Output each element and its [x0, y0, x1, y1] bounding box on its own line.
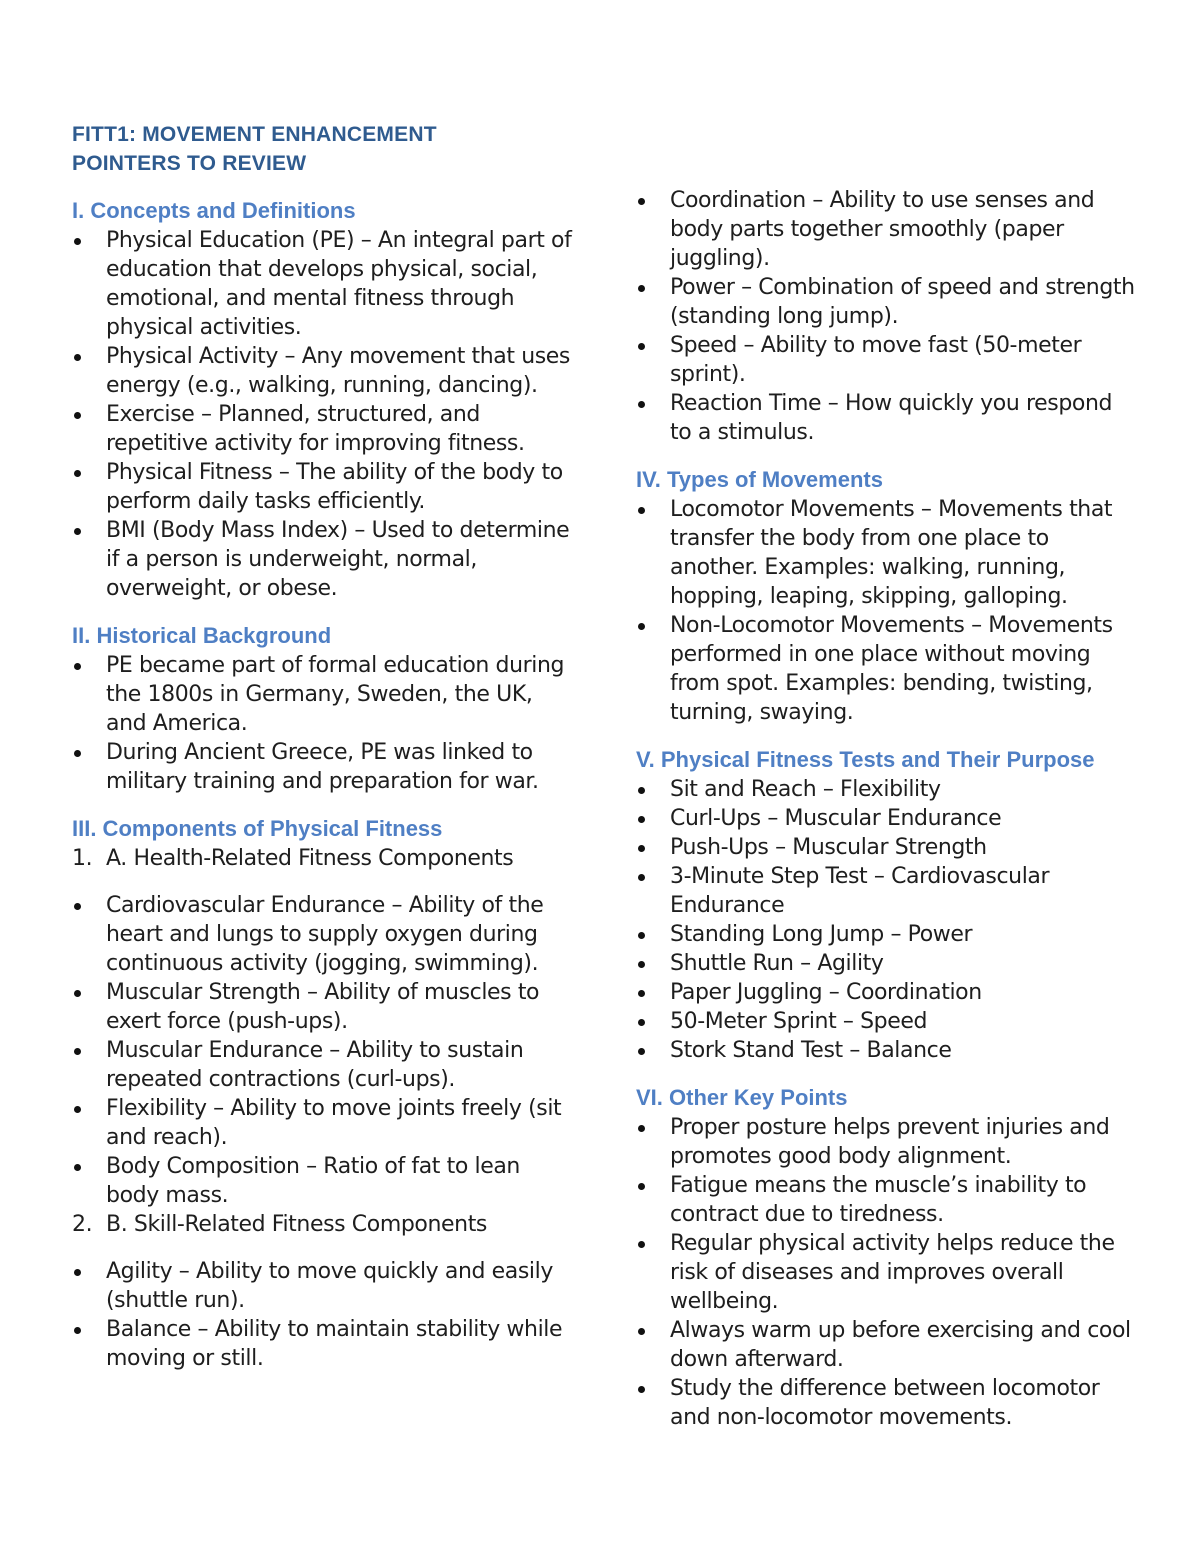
bullet-list	[636, 186, 1136, 447]
section-concepts	[72, 196, 572, 603]
bullet-list	[636, 495, 1136, 727]
list-item: Balance – Ability to maintain stability while moving or still.	[72, 1315, 572, 1373]
list-item: Stork Stand Test – Balance	[636, 1036, 1136, 1065]
list-item: 3-Minute Step Test – Cardiovascular Endurance	[636, 862, 1136, 920]
list-item: Physical Education (PE) – An integral part of education that develops physical, social, emotional, and mental fitness through physical activities.	[72, 226, 572, 342]
list-item: Always warm up before exercising and cool down afterward.	[636, 1316, 1136, 1374]
section-heading: VI. Other Key Points	[636, 1085, 848, 1110]
list-item: Sit and Reach – Flexibility	[636, 775, 1136, 804]
bullet-list	[72, 891, 572, 1210]
section-heading: II. Historical Background	[72, 623, 332, 648]
bullet-list	[636, 775, 1136, 1065]
section-heading: I. Concepts and Definitions	[72, 198, 356, 223]
bullet-list	[72, 226, 572, 603]
list-item: Exercise – Planned, structured, and repetitive activity for improving fitness.	[72, 400, 572, 458]
list-item: Proper posture helps prevent injuries and promotes good body alignment.	[636, 1113, 1136, 1171]
list-item: Speed – Ability to move fast (50-meter sprint).	[636, 331, 1136, 389]
list-item: Flexibility – Ability to move joints freely (sit and reach).	[72, 1094, 572, 1152]
right-column	[636, 186, 1136, 1450]
list-item: During Ancient Greece, PE was linked to military training and preparation for war.	[72, 738, 572, 796]
bullet-list	[636, 1113, 1136, 1432]
list-item: Muscular Strength – Ability of muscles to exert force (push-ups).	[72, 978, 572, 1036]
list-item: Paper Juggling – Coordination	[636, 978, 1136, 1007]
list-number: 2.	[72, 1212, 93, 1237]
list-item: Standing Long Jump – Power	[636, 920, 1136, 949]
list-item: 50-Meter Sprint – Speed	[636, 1007, 1136, 1036]
title-line-1: FITT1: MOVEMENT ENHANCEMENT	[72, 123, 437, 146]
list-item: Fatigue means the muscle’s inability to contract due to tiredness.	[636, 1171, 1136, 1229]
left-column	[72, 196, 572, 1391]
list-item: Physical Fitness – The ability of the body to perform daily tasks efficiently.	[72, 458, 572, 516]
list-item: Physical Activity – Any movement that uses energy (e.g., walking, running, dancing).	[72, 342, 572, 400]
numbered-subheading	[72, 844, 572, 873]
list-item: Coordination – Ability to use senses and body parts together smoothly (paper juggling).	[636, 186, 1136, 273]
list-item: Shuttle Run – Agility	[636, 949, 1136, 978]
list-item: Curl-Ups – Muscular Endurance	[636, 804, 1136, 833]
title-line-2: POINTERS TO REVIEW	[72, 152, 307, 175]
section-tests	[636, 745, 1136, 1065]
subheading-label: B. Skill-Related Fitness Components	[106, 1212, 487, 1237]
bullet-list	[72, 651, 572, 796]
list-item: Power – Combination of speed and strength (standing long jump).	[636, 273, 1136, 331]
list-item: Locomotor Movements – Movements that transfer the body from one place to another. Examples: walking, running, hopping, leaping, skipping, galloping.	[636, 495, 1136, 611]
list-item: BMI (Body Mass Index) – Used to determine if a person is underweight, normal, overweight, or obese.	[72, 516, 572, 603]
list-item: Muscular Endurance – Ability to sustain repeated contractions (curl-ups).	[72, 1036, 572, 1094]
section-other	[636, 1083, 1136, 1432]
document-title	[72, 120, 437, 178]
numbered-subheading	[72, 1210, 572, 1239]
section-heading: III. Components of Physical Fitness	[72, 816, 443, 841]
bullet-list	[72, 1257, 572, 1373]
section-heading: V. Physical Fitness Tests and Their Purpose	[636, 747, 1095, 772]
list-item: Study the difference between locomotor and non-locomotor movements.	[636, 1374, 1136, 1432]
section-history	[72, 621, 572, 796]
section-heading: IV. Types of Movements	[636, 467, 883, 492]
list-item: Non-Locomotor Movements – Movements performed in one place without moving from spot. Examples: bending, twisting, turning, swaying.	[636, 611, 1136, 727]
subheading-label: A. Health-Related Fitness Components	[106, 846, 514, 871]
section-movements	[636, 465, 1136, 727]
list-item: Body Composition – Ratio of fat to lean body mass.	[72, 1152, 572, 1210]
section-components-continued	[636, 186, 1136, 447]
list-number: 1.	[72, 846, 93, 871]
list-item: Push-Ups – Muscular Strength	[636, 833, 1136, 862]
list-item: Reaction Time – How quickly you respond to a stimulus.	[636, 389, 1136, 447]
list-item: PE became part of formal education during the 1800s in Germany, Sweden, the UK, and America.	[72, 651, 572, 738]
list-item: Agility – Ability to move quickly and easily (shuttle run).	[72, 1257, 572, 1315]
list-item: Cardiovascular Endurance – Ability of the heart and lungs to supply oxygen during continuous activity (jogging, swimming).	[72, 891, 572, 978]
list-item: Regular physical activity helps reduce the risk of diseases and improves overall wellbeing.	[636, 1229, 1136, 1316]
section-components	[72, 814, 572, 1373]
